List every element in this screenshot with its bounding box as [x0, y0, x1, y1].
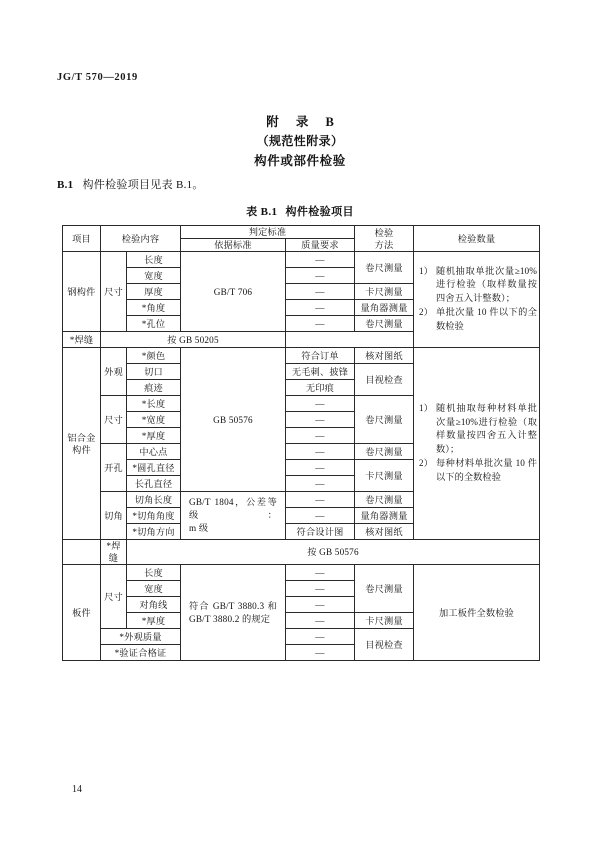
table-caption [0, 203, 600, 219]
row-quality: — [286, 629, 355, 645]
row-quality: 无印痕 [286, 380, 355, 396]
row-name: *长度 [127, 396, 181, 412]
row-quality: — [286, 412, 355, 428]
row-method: 目视检查 [355, 629, 414, 661]
row-name: *切角方向 [127, 524, 181, 540]
list-text: 单批次量 10 件以下的全数检验 [436, 307, 537, 331]
row-quality: — [286, 492, 355, 508]
row-method: 卷尺测量 [355, 252, 414, 284]
group-label-alu-chamfer: 切角 [101, 492, 127, 540]
annex-heading-block [0, 112, 600, 171]
row-quality: — [286, 444, 355, 460]
row-method: 卷尺测量 [355, 492, 414, 508]
row-name: *角度 [127, 300, 181, 316]
row-method: 量角器测量 [355, 300, 414, 316]
row-quality: — [286, 396, 355, 412]
header-quality-requirement: 质量要求 [286, 239, 355, 252]
row-name: 对角线 [127, 597, 181, 613]
quantity-aluminium [414, 348, 540, 540]
section-item-aluminium [63, 348, 101, 540]
spacer-cell [63, 540, 101, 565]
row-quality: — [286, 645, 355, 661]
row-name: 长孔直径 [127, 476, 181, 492]
header-quantity: 检验数量 [414, 226, 540, 252]
table-row [63, 565, 540, 581]
row-method: 卡尺测量 [355, 613, 414, 629]
header-item: 项目 [63, 226, 101, 252]
row-span-note: 按 GB 50576 [127, 540, 540, 565]
basis-standard-steel: GB/T 706 [181, 252, 286, 332]
group-label-steel-dimension: 尺寸 [101, 252, 127, 332]
table-row [63, 348, 540, 364]
row-name: *厚度 [127, 428, 181, 444]
row-name: 长度 [127, 252, 181, 268]
basis-standard-panel-line1: 符合 GB/T 3880.3 和 [189, 600, 277, 611]
row-method: 核对图纸 [355, 524, 414, 540]
basis-standard-panel-line2: GB/T 3880.2 的规定 [189, 613, 271, 624]
quantity-list [416, 265, 537, 334]
row-name: *切角角度 [127, 508, 181, 524]
row-quality: — [286, 300, 355, 316]
row-method: 卷尺测量 [355, 316, 414, 332]
annex-subtitle: （规范性附录） [256, 134, 344, 148]
list-marker: 1） [419, 265, 433, 276]
row-quality: — [286, 460, 355, 476]
clause-number: B.1 [57, 179, 74, 191]
list-text: 随机抽取单批次量≥10%进行检验（取样数量按四舍五入计整数）； [436, 265, 537, 303]
row-method: 卷尺测量 [355, 444, 414, 460]
row-name: 宽度 [127, 268, 181, 284]
row-quality: — [286, 284, 355, 300]
row-name: 长度 [127, 565, 181, 581]
running-head: JG/T 570—2019 [57, 72, 138, 83]
row-name: 宽度 [127, 581, 181, 597]
basis-standard-chamfer-line1: GB/T 1804，公差等级： [189, 497, 277, 520]
row-method: 卡尺测量 [355, 460, 414, 492]
row-span-note: 按 GB 50205 [101, 332, 286, 348]
list-text: 随机抽取每种材料单批次量≥10%进行检验（取样数量按四舍五入计整数）； [436, 403, 537, 454]
header-content: 检验内容 [101, 226, 181, 252]
row-quality: — [286, 252, 355, 268]
row-name: *孔位 [127, 316, 181, 332]
table-caption-title: 构件检验项目 [285, 206, 354, 218]
row-name: 中心点 [127, 444, 181, 460]
table-row [63, 252, 540, 268]
header-basis-standard: 依据标准 [181, 239, 286, 252]
group-label-panel-dimension: 尺寸 [101, 565, 127, 629]
group-label-alu-appearance: 外观 [101, 348, 127, 396]
row-method: 目视检查 [355, 364, 414, 396]
quantity-panel: 加工板件全数检验 [414, 565, 540, 661]
header-method [355, 226, 414, 252]
table-caption-number: 表 B.1 [246, 206, 278, 218]
row-name: 切口 [127, 364, 181, 380]
inspection-table [62, 225, 540, 661]
row-quality: — [286, 581, 355, 597]
list-marker: 1） [419, 403, 433, 413]
row-name: *焊缝 [63, 332, 101, 348]
row-name: 切角长度 [127, 492, 181, 508]
basis-standard-alu: GB 50576 [181, 348, 286, 492]
row-quality: — [286, 428, 355, 444]
list-item [416, 306, 537, 333]
row-name: *外观质量 [101, 629, 181, 645]
row-name: *验证合格证 [101, 645, 181, 661]
header-method-line2: 方法 [374, 239, 394, 250]
row-quality: — [286, 565, 355, 581]
quantity-list [416, 402, 537, 484]
row-quality: — [286, 268, 355, 284]
list-item [416, 457, 537, 484]
table-header-row-1 [63, 226, 540, 239]
list-item [416, 265, 537, 306]
list-marker: 2） [419, 307, 433, 318]
header-criteria: 判定标准 [181, 226, 355, 239]
row-quality: — [286, 316, 355, 332]
basis-standard-panel [181, 565, 286, 661]
basis-standard-chamfer [181, 492, 286, 540]
row-name: *宽度 [127, 412, 181, 428]
section-item-aluminium-line1: 铝合金 [67, 432, 96, 443]
inspection-table-wrapper [62, 225, 539, 661]
row-method: 卡尺测量 [355, 284, 414, 300]
clause-b1 [57, 176, 204, 192]
annex-title: 附 录 B [266, 115, 341, 129]
annex-name: 构件或部件检验 [254, 154, 346, 168]
row-name: 厚度 [127, 284, 181, 300]
row-name: *厚度 [127, 613, 181, 629]
row-method: 卷尺测量 [355, 565, 414, 613]
row-quality: 符合设计图 [286, 524, 355, 540]
list-marker: 2） [419, 458, 433, 468]
quantity-steel [414, 252, 540, 348]
row-quality: — [286, 476, 355, 492]
row-name: 痕迹 [127, 380, 181, 396]
page-number: 14 [72, 784, 82, 795]
list-item [416, 402, 537, 456]
row-name: *焊缝 [101, 540, 127, 565]
clause-text: 构件检验项目见表 B.1。 [82, 179, 204, 191]
section-item-aluminium-line2: 构件 [72, 444, 91, 455]
header-method-line1: 检验 [374, 227, 394, 238]
row-name: *颜色 [127, 348, 181, 364]
row-method: 核对图纸 [355, 348, 414, 364]
row-method: 卷尺测量 [355, 396, 414, 444]
row-name: *圆孔直径 [127, 460, 181, 476]
row-quality: — [286, 613, 355, 629]
section-item-steel: 钢构件 [63, 252, 101, 332]
row-quality: — [286, 508, 355, 524]
row-quality: 符合订单 [286, 348, 355, 364]
row-quality: — [286, 597, 355, 613]
group-label-alu-hole: 开孔 [101, 444, 127, 492]
group-label-alu-dimension: 尺寸 [101, 396, 127, 444]
basis-standard-chamfer-line2: m 级 [189, 523, 209, 533]
list-text: 每种材料单批次量 10 件以下的全数检验 [436, 458, 537, 482]
row-quality: 无毛刺、披锋 [286, 364, 355, 380]
row-method: 量角器测量 [355, 508, 414, 524]
table-row-weld-aluminium [63, 540, 540, 565]
section-item-panel: 板件 [63, 565, 101, 661]
